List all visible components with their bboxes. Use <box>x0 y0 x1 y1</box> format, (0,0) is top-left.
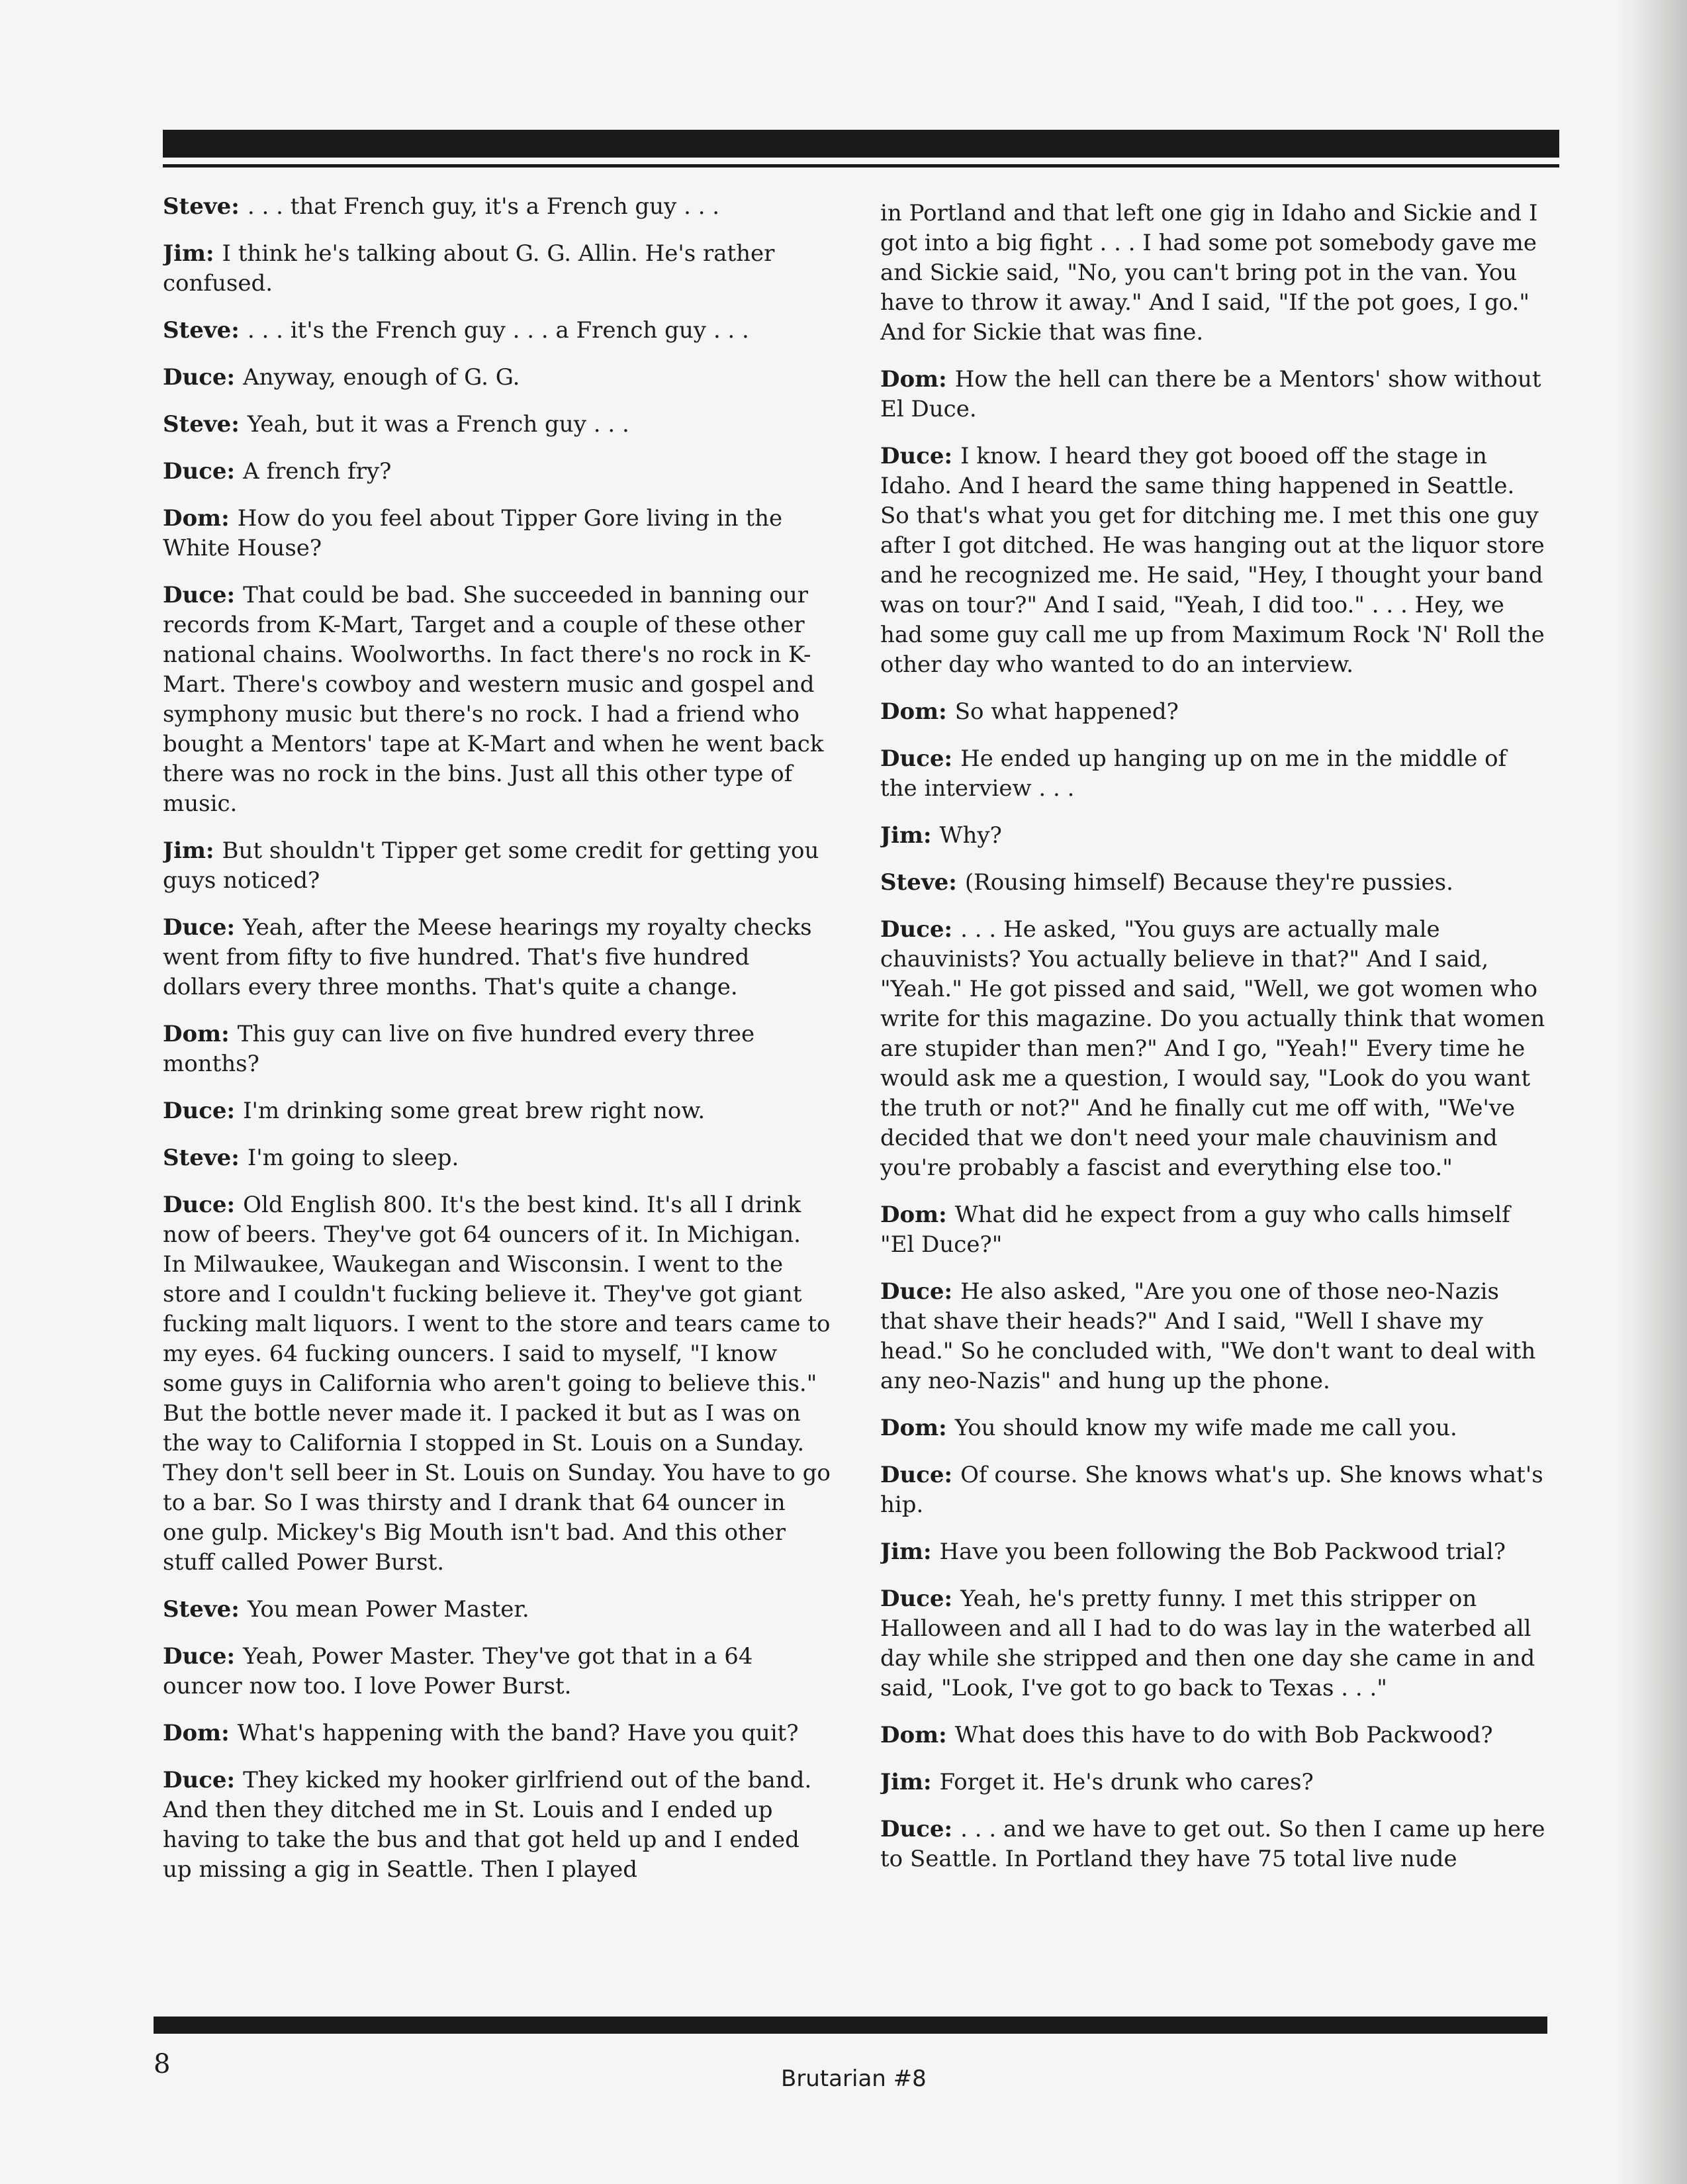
dialogue-text: Forget it. He's drunk who cares? <box>939 1769 1314 1795</box>
dialogue-text: What's happening with the band? Have you quit? <box>237 1720 799 1746</box>
dialogue-paragraph <box>880 365 1549 424</box>
dialogue-text: I know. I heard they got booed off the stage in Idaho. And I heard the same thing happened in Seattle. So that's what you get for ditching me. I met this one guy after I got ditched. He was hanging out at the liquor store and he recognized me. He said, "Hey, I thought your band was on tour?" And I said, "Yeah, I did too." . . . Hey, we had some guy call me up from Maximum Rock 'N' Roll the other day who wanted to do an interview. <box>880 443 1545 678</box>
dialogue-text: Why? <box>939 822 1002 849</box>
dialogue-text: You mean Power Master. <box>247 1596 529 1623</box>
dialogue-text: You should know my wife made me call you. <box>954 1415 1457 1441</box>
dialogue-paragraph <box>163 363 831 393</box>
dialogue-text: Of course. She knows what's up. She knows what's hip. <box>880 1462 1543 1518</box>
dialogue-paragraph <box>163 192 831 222</box>
dialogue-paragraph <box>163 1766 831 1885</box>
speaker-name: Steve: <box>163 1596 240 1623</box>
speaker-name: Dom: <box>880 1722 947 1748</box>
dialogue-text: Have you been following the Bob Packwood trial? <box>939 1539 1506 1565</box>
speaker-name: Steve: <box>163 193 240 220</box>
speaker-name: Duce: <box>880 1816 953 1842</box>
dialogue-paragraph <box>880 744 1549 804</box>
dialogue-paragraph <box>163 1595 831 1625</box>
dialogue-paragraph <box>163 836 831 896</box>
left-column <box>163 192 831 2006</box>
speaker-name: Dom: <box>880 698 947 725</box>
speaker-name: Duce: <box>880 745 953 772</box>
speaker-name: Dom: <box>163 1720 230 1746</box>
dialogue-paragraph <box>880 915 1549 1183</box>
speaker-name: Steve: <box>163 317 240 344</box>
dialogue-text: Yeah, Power Master. They've got that in a 64 ouncer now too. I love Power Burst. <box>163 1643 753 1699</box>
dialogue-text: Anyway, enough of G. G. <box>243 364 520 391</box>
speaker-name: Duce: <box>880 443 953 469</box>
speaker-name: Duce: <box>880 1278 953 1305</box>
dialogue-text: Old English 800. It's the best kind. It's all I drink now of beers. They've got 64 ouncers of it. In Michigan. In Milwaukee, Waukegan and Wisconsin. I went to the store and I couldn't fucking believe it. They've got giant fucking malt liquors. I went to the store and tears came to my eyes. 64 fucking ouncers. I said to myself, "I know some guys in California who aren't going to believe this." But the bottle never made it. I packed it but as I was on the way to California I stopped in St. Louis on a Sunday. They don't sell beer in St. Louis on Sunday. You have to go to a bar. So I was thirsty and I drank that 64 ouncer in one gulp. Mickey's Big Mouth isn't bad. And this other stuff called Power Burst. <box>163 1192 831 1576</box>
dialogue-paragraph <box>880 1815 1549 1874</box>
dialogue-paragraph <box>880 442 1549 680</box>
speaker-name: Jim: <box>880 822 932 849</box>
dialogue-text: in Portland and that left one gig in Idaho and Sickie and I got into a big fight . . . I had some pot somebody gave me and Sickie said, "No, you can't bring pot in the van. You have to throw it away." And I said, "If the pot goes, I go." And for Sickie that was fine. <box>880 200 1538 346</box>
dialogue-text: This guy can live on five hundred every three months? <box>163 1021 755 1077</box>
dialogue-paragraph <box>163 1096 831 1126</box>
speaker-name: Dom: <box>880 1415 947 1441</box>
binding-shadow <box>1614 0 1687 2184</box>
dialogue-paragraph <box>163 1719 831 1748</box>
dialogue-text: How the hell can there be a Mentors' show without El Duce. <box>880 366 1541 422</box>
dialogue-paragraph <box>163 913 831 1002</box>
footer-title: Brutarian #8 <box>781 2065 927 2092</box>
speaker-name: Duce: <box>163 914 236 941</box>
dialogue-text: A french fry? <box>243 458 392 485</box>
dialogue-text: But shouldn't Tipper get some credit for getting you guys noticed? <box>163 837 819 894</box>
speaker-name: Steve: <box>163 1145 240 1171</box>
dialogue-text: So what happened? <box>954 698 1179 725</box>
dialogue-text: They kicked my hooker girlfriend out of the band. And then they ditched me in St. Louis and I ended up having to take the bus and that got held up and I ended up missing a gig in Seattle. Then I played <box>163 1767 812 1883</box>
dialogue-text: I think he's talking about G. G. Allin. He's rather confused. <box>163 240 775 297</box>
dialogue-paragraph <box>880 697 1549 727</box>
speaker-name: Duce: <box>163 364 236 391</box>
dialogue-paragraph <box>880 1584 1549 1703</box>
speaker-name: Duce: <box>163 582 236 608</box>
dialogue-paragraph <box>163 1143 831 1173</box>
dialogue-text: . . . He asked, "You guys are actually male chauvinists? You actually believe in that?" And I said, "Yeah." He got pissed and said, "Well, we got women who write for this magazine. Do you actually think that women are stupider than men?" And I go, "Yeah!" Every time he would ask me a question, I would say, "Look do you want the truth or not?" And he finally cut me off with, "We've decided that we don't need your male chauvinism and you're probably a fascist and everything else too." <box>880 916 1545 1181</box>
dialogue-paragraph <box>163 457 831 487</box>
speaker-name: Dom: <box>163 505 230 532</box>
speaker-name: Jim: <box>163 837 214 864</box>
dialogue-paragraph <box>880 1460 1549 1520</box>
dialogue-text: (Rousing himself) Because they're pussies. <box>964 869 1453 896</box>
dialogue-text: He ended up hanging up on me in the middle of the interview . . . <box>880 745 1507 802</box>
speaker-name: Duce: <box>163 1098 236 1124</box>
dialogue-paragraph <box>163 1020 831 1079</box>
speaker-name: Jim: <box>880 1539 932 1565</box>
dialogue-text: I'm drinking some great brew right now. <box>243 1098 706 1124</box>
speaker-name: Duce: <box>880 1462 953 1488</box>
speaker-name: Duce: <box>880 1586 953 1612</box>
speaker-name: Steve: <box>880 869 957 896</box>
dialogue-text: What did he expect from a guy who calls himself "El Duce?" <box>880 1202 1510 1258</box>
dialogue-paragraph <box>880 1537 1549 1567</box>
dialogue-paragraph <box>163 410 831 440</box>
dialogue-text: He also asked, "Are you one of those neo-Nazis that shave their heads?" And I said, "Well I shave my head." So he concluded with, "We don't want to deal with any neo-Nazis" and hung up the phone. <box>880 1278 1536 1394</box>
right-column <box>880 192 1549 2006</box>
dialogue-text: I'm going to sleep. <box>247 1145 459 1171</box>
speaker-name: Steve: <box>163 411 240 438</box>
dialogue-paragraph <box>163 316 831 346</box>
dialogue-paragraph <box>880 1721 1549 1750</box>
dialogue-text: . . . that French guy, it's a French guy . . . <box>247 193 720 220</box>
speaker-name: Dom: <box>163 1021 230 1047</box>
speaker-name: Jim: <box>163 240 214 267</box>
header-rule <box>163 130 1559 158</box>
dialogue-text: Yeah, after the Meese hearings my royalty checks went from fifty to five hundred. That's five hundred dollars every three months. That's quite a change. <box>163 914 812 1000</box>
dialogue-paragraph <box>880 1277 1549 1396</box>
speaker-name: Duce: <box>163 1767 236 1793</box>
dialogue-text: How do you feel about Tipper Gore living in the White House? <box>163 505 783 561</box>
speaker-name: Dom: <box>880 366 947 393</box>
dialogue-text: Yeah, but it was a French guy . . . <box>247 411 629 438</box>
dialogue-text: What does this have to do with Bob Packwood? <box>954 1722 1493 1748</box>
dialogue-paragraph <box>880 868 1549 898</box>
dialogue-paragraph <box>880 1200 1549 1260</box>
speaker-name: Dom: <box>880 1202 947 1228</box>
dialogue-paragraph <box>163 504 831 563</box>
speaker-name: Duce: <box>163 1192 236 1218</box>
dialogue-paragraph <box>880 821 1549 851</box>
dialogue-paragraph <box>880 1768 1549 1797</box>
dialogue-text: Yeah, he's pretty funny. I met this stripper on Halloween and all I had to do was lay in the waterbed all day while she stripped and then one day she came in and said, "Look, I've got to go back to Texas . . ." <box>880 1586 1535 1701</box>
header-rule-thin <box>163 164 1559 167</box>
dialogue-paragraph <box>880 1413 1549 1443</box>
speaker-name: Duce: <box>880 916 953 943</box>
page-number: 8 <box>154 2049 171 2079</box>
dialogue-paragraph <box>880 199 1549 348</box>
speaker-name: Jim: <box>880 1769 932 1795</box>
dialogue-text: . . . it's the French guy . . . a French guy . . . <box>247 317 749 344</box>
speaker-name: Duce: <box>163 458 236 485</box>
dialogue-paragraph <box>163 581 831 819</box>
dialogue-paragraph <box>163 239 831 299</box>
dialogue-text: That could be bad. She succeeded in banning our records from K-Mart, Target and a couple of these other national chains. Woolworths. In fact there's no rock in K-Mart. There's cowboy and western music and gospel and symphony music but there's no rock. I had a friend who bought a Mentors' tape at K-Mart and when he went back there was no rock in the bins. Just all this other type of music. <box>163 582 824 817</box>
speaker-name: Duce: <box>163 1643 236 1670</box>
dialogue-text: . . . and we have to get out. So then I came up here to Seattle. In Portland they have 75 total live nude <box>880 1816 1545 1872</box>
dialogue-paragraph <box>163 1190 831 1578</box>
dialogue-paragraph <box>163 1642 831 1701</box>
footer-rule <box>154 2017 1547 2034</box>
